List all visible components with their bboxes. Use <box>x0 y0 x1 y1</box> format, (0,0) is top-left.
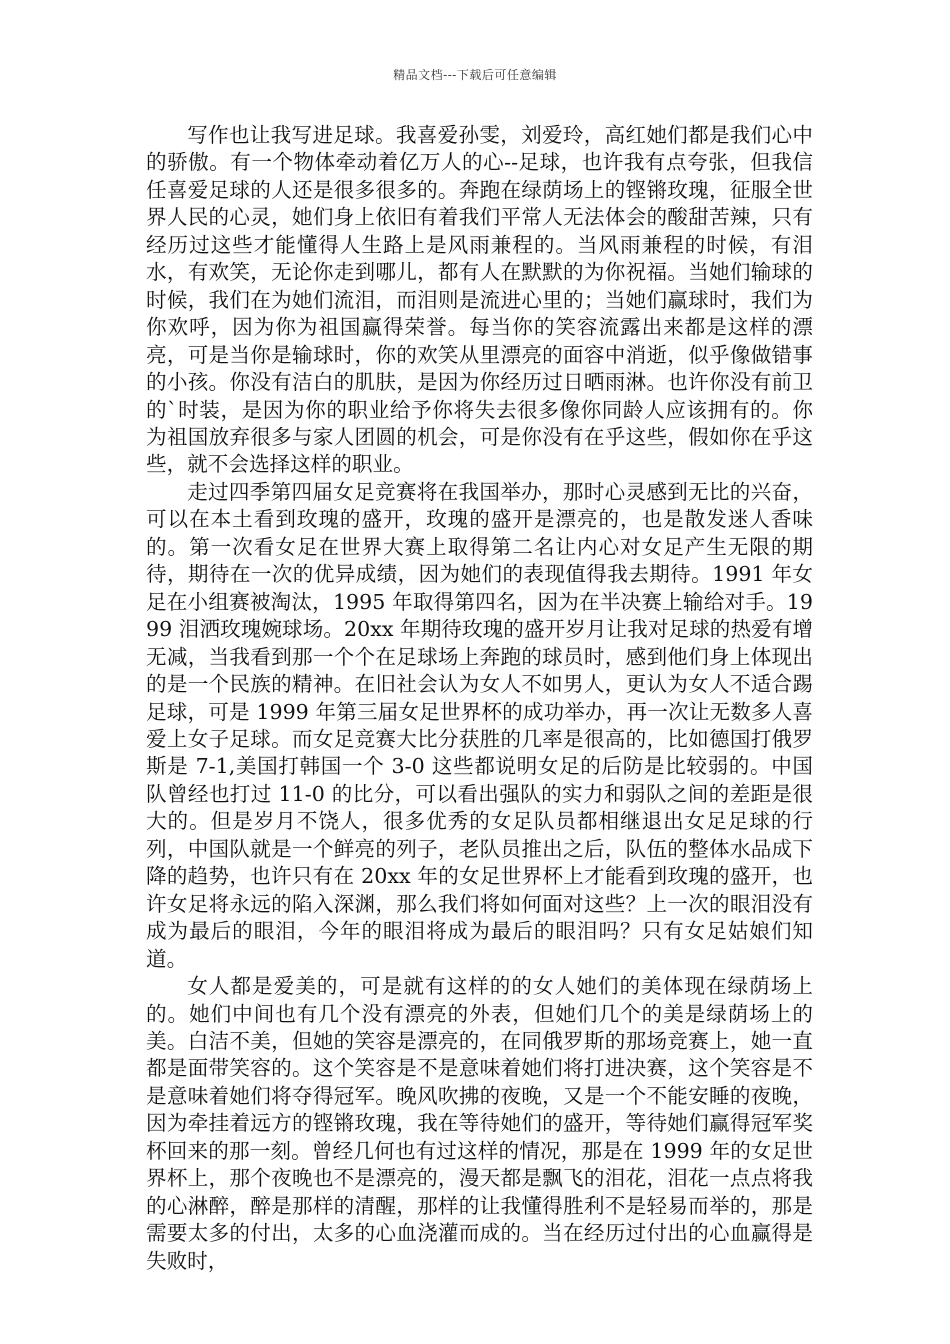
page-header: 精品文档---下载后可任意编辑 <box>393 68 557 82</box>
paragraph-3: 女人都是爱美的，可是就有这样的的女人她们的美体现在绿荫场上的。她们中间也有几个没有漂亮的外表，但她们几个的美是绿荫场上的美。白洁不美，但她的笑容是漂亮的，在同俄罗斯的那场竞赛上，她一直都是面带笑容的。这个笑容是不是意味着她们将打进决赛，这个笑容是不是意味着她们将夺得冠军。晚风吹拂的夜晚，又是一个不能安睡的夜晚，因为牵挂着远方的铿锵玫瑰，我在等待她们的盛开，等待她们赢得冠军奖杯回来的那一刻。曾经几何也有过这样的情况，那是在 1999 年的女足世界杯上，那个夜晚也不是漂亮的，漫天都是飘飞的泪花，泪花一点点将我的心淋醉，醉是那样的清醒，那样的让我懂得胜利不是轻易而举的，那是需要太多的付出，太多的心血浇灌而成的。当在经历过付出的心血赢得是失败时， <box>146 974 813 1273</box>
document-body <box>146 122 813 1275</box>
paragraph-2: 走过四季第四届女足竞赛将在我国举办，那时心灵感到无比的兴奋，可以在本土看到玫瑰的盛开，玫瑰的盛开是漂亮的，也是散发迷人香味的。第一次看女足在世界大赛上取得第二名让内心对女足产生无限的期待，期待在一次的优异成绩，因为她们的表现值得我去期待。1991 年女足在小组赛被淘汰，1995 年取得第四名，因为在半决赛上输给对手。1999 泪洒玫瑰婉球场。20xx 年期待玫瑰的盛开岁月让我对足球的热爱有增无减，当我看到那一个个在足球场上奔跑的球员时，感到他们身上体现出的是一个民族的精神。在旧社会认为女人不如男人，更认为女人不适合踢足球，可是 1999 年第三届女足世界杯的成功举办，再一次让无数多人喜爱上女子足球。而女足竞赛大比分获胜的几率是很高的，比如德国打俄罗斯是 7-1,美国打韩国一个 3-0 这些都说明女足的后防是比较弱的。中国队曾经也打过 11-0 的比分，可以看出强队的实力和弱队之间的差距是很大的。但是岁月不饶人，很多优秀的女足队员都相继退出女足足球的行列，中国队就是一个鲜亮的列子，老队员推出之后，队伍的整体水品成下降的趋势，也许只有在 20xx 年的女足世界杯上才能看到玫瑰的盛开，也许女足将永远的陷入深渊，那么我们将如何面对这些？上一次的眼泪没有成为最后的眼泪，今年的眼泪将成为最后的眼泪吗？只有女足姑娘们知道。 <box>146 479 813 971</box>
paragraph-1: 写作也让我写进足球。我喜爱孙雯，刘爱玲，高红她们都是我们心中的骄傲。有一个物体牵动着亿万人的心--足球，也许我有点夸张，但我信任喜爱足球的人还是很多很多的。奔跑在绿荫场上的铿锵玫瑰，征服全世界人民的心灵，她们身上依旧有着我们平常人无法体会的酸甜苦辣，只有经历过这些才能懂得人生路上是风雨兼程的。当风雨兼程的时候，有泪水，有欢笑，无论你走到哪儿，都有人在默默的为你祝福。当她们输球的时候，我们在为她们流泪，而泪则是流进心里的；当她们赢球时，我们为你欢呼，因为你为祖国赢得荣誉。每当你的笑容流露出来都是这样的漂亮，可是当你是输球时，你的欢笑从里漂亮的面容中消逝，似乎像做错事的小孩。你没有洁白的肌肤，是因为你经历过日晒雨淋。也许你没有前卫的`时装，是因为你的职业给予你将失去很多像你同龄人应该拥有的。你为祖国放弃很多与家人团圆的机会，可是你没有在乎这些，假如你在乎这些，就不会选择这样的职业。 <box>146 123 813 477</box>
